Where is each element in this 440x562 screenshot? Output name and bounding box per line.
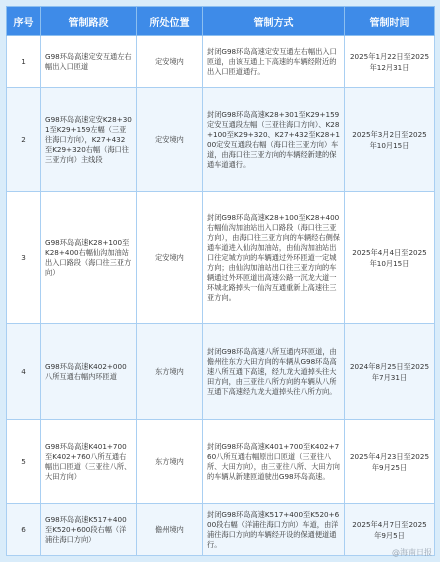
- row-location: 定安境内: [137, 88, 203, 192]
- row-no: 2: [7, 88, 41, 192]
- row-time: 2024年8月25日至2025年7月31日: [345, 324, 435, 420]
- traffic-control-table: [6, 6, 435, 556]
- header-method: 管制方式: [203, 7, 345, 36]
- row-time: 2025年4月4日至2025年10月15日: [345, 192, 435, 324]
- row-no: 3: [7, 192, 41, 324]
- table-row: [7, 324, 435, 420]
- row-time: 2025年3月2日至2025年10月15日: [345, 88, 435, 192]
- row-section: G98环岛高速K28+100至K28+400右幅仙沟加油站出入口路段（海口往三亚方向）: [41, 192, 137, 324]
- row-section: G98环岛高速定安K28+301至K29+159左幅（三亚往海口方向），K27+432至K29+320右幅（海口往三亚方向）主线段: [41, 88, 137, 192]
- header-section: 管制路段: [41, 7, 137, 36]
- row-location: 东方境内: [137, 420, 203, 504]
- header-time: 管制时间: [345, 7, 435, 36]
- row-method: 封闭G98环岛高速K517+400至K520+600段右幅（洋浦往海口方向）车道，由洋浦往海口方向的车辆经开设的保通便道通行。: [203, 504, 345, 556]
- header-no: 序号: [7, 7, 41, 36]
- row-section: G98环岛高速K517+400至K520+600段右幅（洋浦往海口方向）: [41, 504, 137, 556]
- row-location: 定安境内: [137, 36, 203, 88]
- row-location: 东方境内: [137, 324, 203, 420]
- row-time: 2025年4月23日至2025年9月25日: [345, 420, 435, 504]
- row-location: 儋州境内: [137, 504, 203, 556]
- table-row: [7, 504, 435, 556]
- watermark: @海南日报: [392, 548, 432, 557]
- table-row: [7, 420, 435, 504]
- row-no: 6: [7, 504, 41, 556]
- row-section: G98环岛高速定安互通左右幅出入口匝道: [41, 36, 137, 88]
- row-method: 封闭G98环岛高速K28+301至K29+159定安互通段左幅（三亚往海口方向）、K28+100至K29+320、K27+432至K28+100定安互通段右幅（海口往三亚方向）车道，由海口往三亚方向的车辆经新建的保通车道通行。: [203, 88, 345, 192]
- row-method: 封闭G98环岛高速K28+100至K28+400右幅仙沟加油站出入口路段（海口往三亚方向），由海口往三亚方向的车辆经右侧保通车道进入仙沟加油站，由仙沟加油站出口往定城方向的车辆通过外环匝道一定城方向；由仙沟加油站出口往三亚方向的车辆通过外环匝道出高速公路一沉龙大道一环城北路掉头一仙沟互通重新上高速往三亚方向。: [203, 192, 345, 324]
- header-location: 所处位置: [137, 7, 203, 36]
- row-no: 5: [7, 420, 41, 504]
- row-time: 2025年4月7日至2025年9月5日: [345, 504, 435, 556]
- row-no: 1: [7, 36, 41, 88]
- row-method: 封闭G98环岛高速定安互通左右幅出入口匝道，由该互通上下高速的车辆经附近的出入口匝道通行。: [203, 36, 345, 88]
- table-row: [7, 192, 435, 324]
- row-method: 封闭G98环岛高速八所互通内环匝道，由儋州往东方大田方向的车辆从G98环岛高速八所互通下高速，经九龙大道掉头往大田方向，由三亚往八所方向的车辆从八所互通下高速经九龙大道掉头往八所方向。: [203, 324, 345, 420]
- row-location: 定安境内: [137, 192, 203, 324]
- row-section: G98环岛高速K402+000八所互通右幅内环匝道: [41, 324, 137, 420]
- table-row: [7, 88, 435, 192]
- row-no: 4: [7, 324, 41, 420]
- table-header-row: [7, 7, 435, 36]
- table-row: [7, 36, 435, 88]
- row-section: G98环岛高速K401+700至K402+760八所互通右幅出口匝道（三亚往八所、大田方向）: [41, 420, 137, 504]
- row-method: 封闭G98环岛高速K401+700至K402+760八所互通右幅原出口匝道（三亚往八所、大田方向），由三亚往八所、大田方向的车辆从新建匝道驶出G98环岛高速。: [203, 420, 345, 504]
- row-time: 2025年1月22日至2025年12月31日: [345, 36, 435, 88]
